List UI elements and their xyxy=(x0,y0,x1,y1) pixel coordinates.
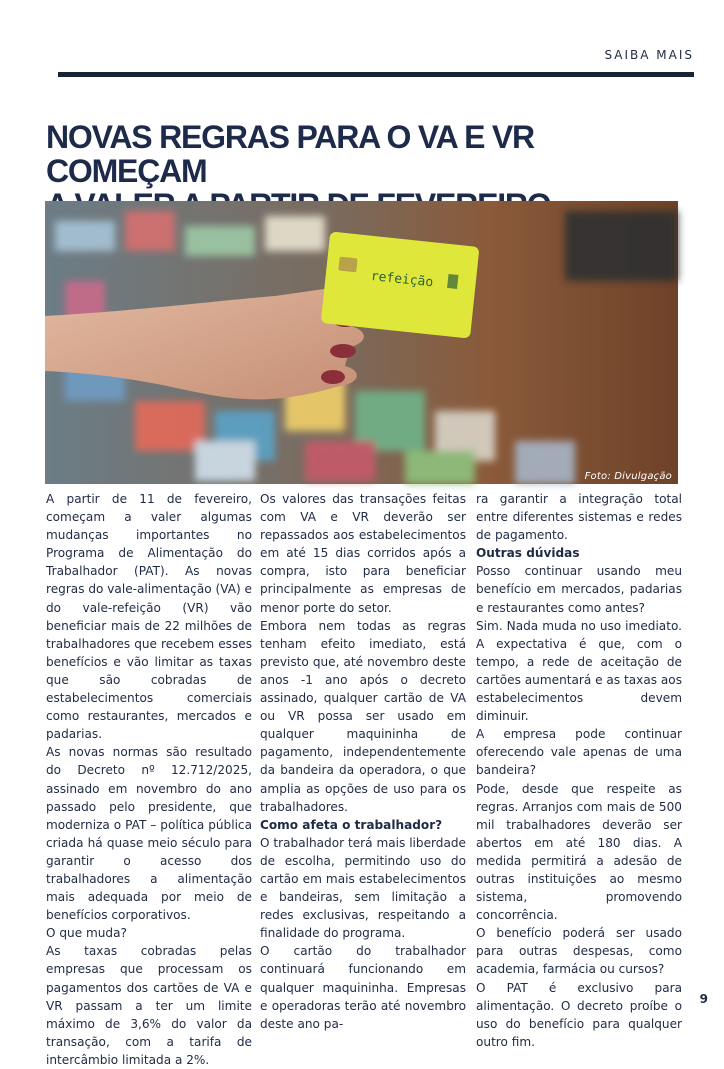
paragraph: Posso continuar usando meu benefício em mercados, padarias e restaurantes como antes? xyxy=(476,564,682,615)
header-rule xyxy=(58,72,694,77)
page-number: 9 xyxy=(699,992,708,1006)
section-label: SAIBA MAIS xyxy=(604,48,694,62)
card-text: refeição xyxy=(370,268,434,291)
paragraph: Pode, desde que respeite as regras. Arranjos com mais de 500 mil trabalhadores deverão ser abertos em até 180 dias. A medida permitirá a adesão de outras instituições ao mesmo sistema, promovendo concorrência. xyxy=(476,781,682,923)
photo-credit: Foto: Divulgação xyxy=(584,471,672,482)
paragraph: O que muda? xyxy=(46,926,127,941)
paragraph: O trabalhador terá mais liberdade de escolha, permitindo uso do cartão em mais estabelecimentos e bandeiras, sem limitação a redes exclusivas, respeitando a finalidade do programa. xyxy=(260,835,466,941)
paragraph: O PAT é exclusivo para alimentação. O decreto proíbe o uso do benefício para qualquer outro fim. xyxy=(476,980,682,1049)
subheading: Outras dúvidas xyxy=(476,546,580,561)
article-column-3 xyxy=(476,490,682,1051)
headline-line-1: NOVAS REGRAS PARA O VA E VR COMEÇAM xyxy=(46,119,534,189)
paragraph: Embora nem todas as regras tenham efeito imediato, está previsto que, até novembro deste anos -1 ano após o decreto assinado, qualquer cartão de VA ou VR possa ser usado em qualquer maquininha de pagamento, independentemente da bandeira da operadora, o que amplia as opções de uso para os trabalhadores. xyxy=(260,618,466,814)
subheading: Como afeta o trabalhador? xyxy=(260,817,443,832)
paragraph: As novas normas são resultado do Decreto nº 12.712/2025, assinado em novembro do ano passado pelo presidente, que moderniza o PAT – política pública criada há quase meio século para garantir o acesso dos trabalhadores a alimentação mais adequada por meio de benefícios corporativos. xyxy=(46,745,252,923)
article-column-2 xyxy=(260,490,466,1033)
paragraph: Sim. Nada muda no uso imediato. A expectativa é que, com o tempo, a rede de aceitação de cartões aumentará e as taxas aos estabelecimentos devem diminuir. xyxy=(476,618,682,724)
paragraph: A partir de 11 de fevereiro, começam a valer algumas mudanças importantes no Programa de Alimentação do Trabalhador (PAT). As novas regras do vale-alimentação (VA) e do vale-refeição (VR) vão beneficiar mais de 22 milhões de trabalhadores que recebem esses benefícios e vão limitar as taxas que são cobradas de estabelecimentos comerciais como restaurantes, mercados e padarias. xyxy=(46,492,252,742)
paragraph: A empresa pode continuar oferecendo vale apenas de uma bandeira? xyxy=(476,727,682,778)
paragraph: As taxas cobradas pelas empresas que processam os pagamentos dos cartões de VA e VR passam a ter um limite máximo de 3,6% do valor da transação, com a tarifa de intercâmbio limitada a 2%. xyxy=(46,944,252,1067)
paragraph: O benefício poderá ser usado para outras despesas, como academia, farmácia ou cursos? xyxy=(476,926,682,977)
paragraph: Os valores das transações feitas com VA e VR deverão ser repassados aos estabelecimentos em até 15 dias corridos após a compra, isto para beneficiar principalmente as empresas de menor porte do setor. xyxy=(260,492,466,615)
paragraph: ra garantir a integração total entre diferentes sistemas e redes de pagamento. xyxy=(476,492,682,543)
article-column-1 xyxy=(46,490,252,1069)
photo-illustration xyxy=(45,201,678,484)
paragraph: O cartão do trabalhador continuará funcionando em qualquer maquininha. Empresas e operadoras terão até novembro deste ano pa- xyxy=(260,944,466,1031)
article-photo xyxy=(45,201,678,484)
